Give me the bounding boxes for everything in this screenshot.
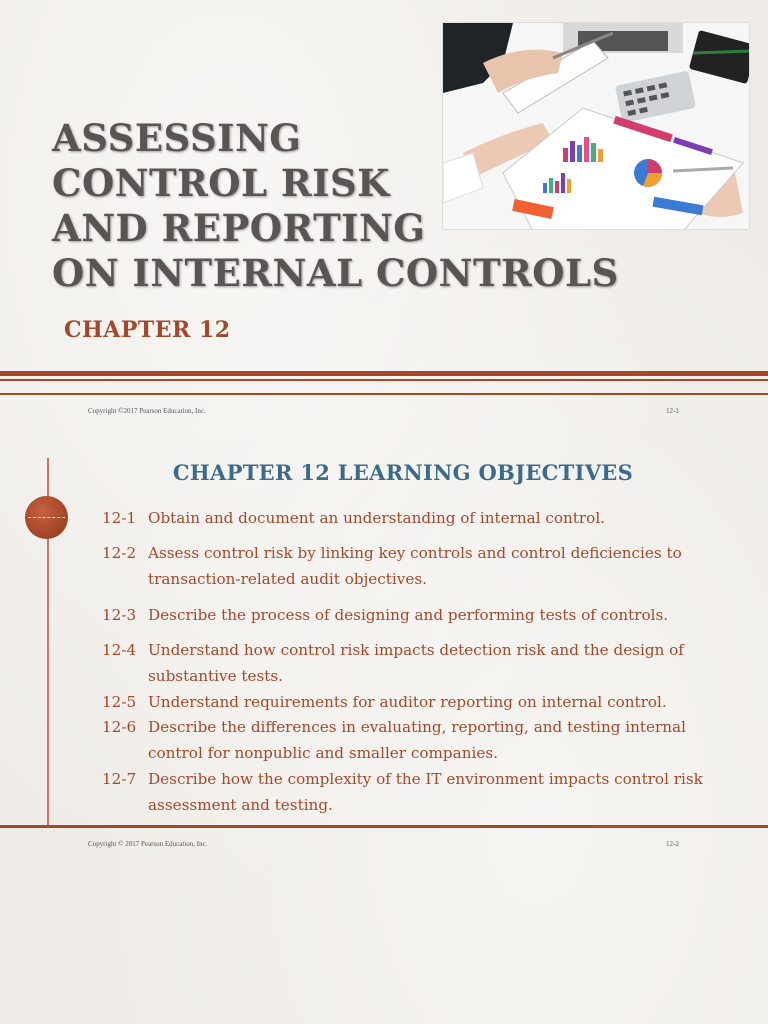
objective-item — [102, 540, 722, 592]
objective-item — [102, 689, 722, 715]
objective-item — [102, 637, 722, 689]
objective-text: Understand requirements for auditor reporting on internal control. — [148, 693, 667, 711]
objective-number: 12-7 — [102, 770, 137, 788]
chapter-label: CHAPTER 12 — [64, 317, 231, 343]
objective-text: Understand how control risk impacts detection risk and the design of substantive tests. — [148, 641, 684, 685]
copyright-text: Copyright ©2017 Pearson Education, Inc. — [88, 407, 206, 415]
accent-circle — [25, 496, 68, 539]
objective-item — [102, 714, 722, 766]
objective-text: Describe how the complexity of the IT environment impacts control risk assessment and testing. — [148, 770, 703, 814]
objective-number: 12-1 — [102, 509, 137, 527]
objective-number: 12-6 — [102, 718, 137, 736]
objective-item — [102, 505, 722, 531]
divider-rule — [0, 393, 768, 395]
copyright-text: Copyright © 2017 Pearson Education, Inc. — [88, 840, 208, 848]
title-line: AND REPORTING — [52, 206, 426, 250]
objective-text: Assess control risk by linking key controls and control deficiencies to transaction-related audit objectives. — [148, 544, 682, 588]
divider-rule — [0, 371, 768, 376]
objective-number: 12-4 — [102, 641, 137, 659]
title-line: ON INTERNAL CONTROLS — [52, 251, 619, 295]
page-number: 12-2 — [666, 840, 679, 848]
title-line: ASSESSING — [52, 116, 302, 160]
slide-title-text — [52, 116, 622, 296]
objective-number: 12-3 — [102, 606, 137, 624]
objective-text: Describe the differences in evaluating, reporting, and testing internal control for nonpublic and smaller companies. — [148, 718, 686, 762]
divider-rule — [0, 825, 768, 828]
objectives-heading: CHAPTER 12 LEARNING OBJECTIVES — [172, 460, 634, 485]
objective-number: 12-2 — [102, 544, 137, 562]
objective-number: 12-5 — [102, 693, 137, 711]
objective-item — [102, 602, 722, 628]
objective-text: Obtain and document an understanding of internal control. — [148, 509, 606, 527]
slide-title — [0, 0, 768, 432]
divider-rule — [0, 379, 768, 381]
objective-item — [102, 766, 722, 818]
title-line: CONTROL RISK — [52, 161, 390, 205]
objective-text: Describe the process of designing and performing tests of controls. — [148, 606, 669, 624]
page-number: 12-1 — [666, 407, 679, 415]
